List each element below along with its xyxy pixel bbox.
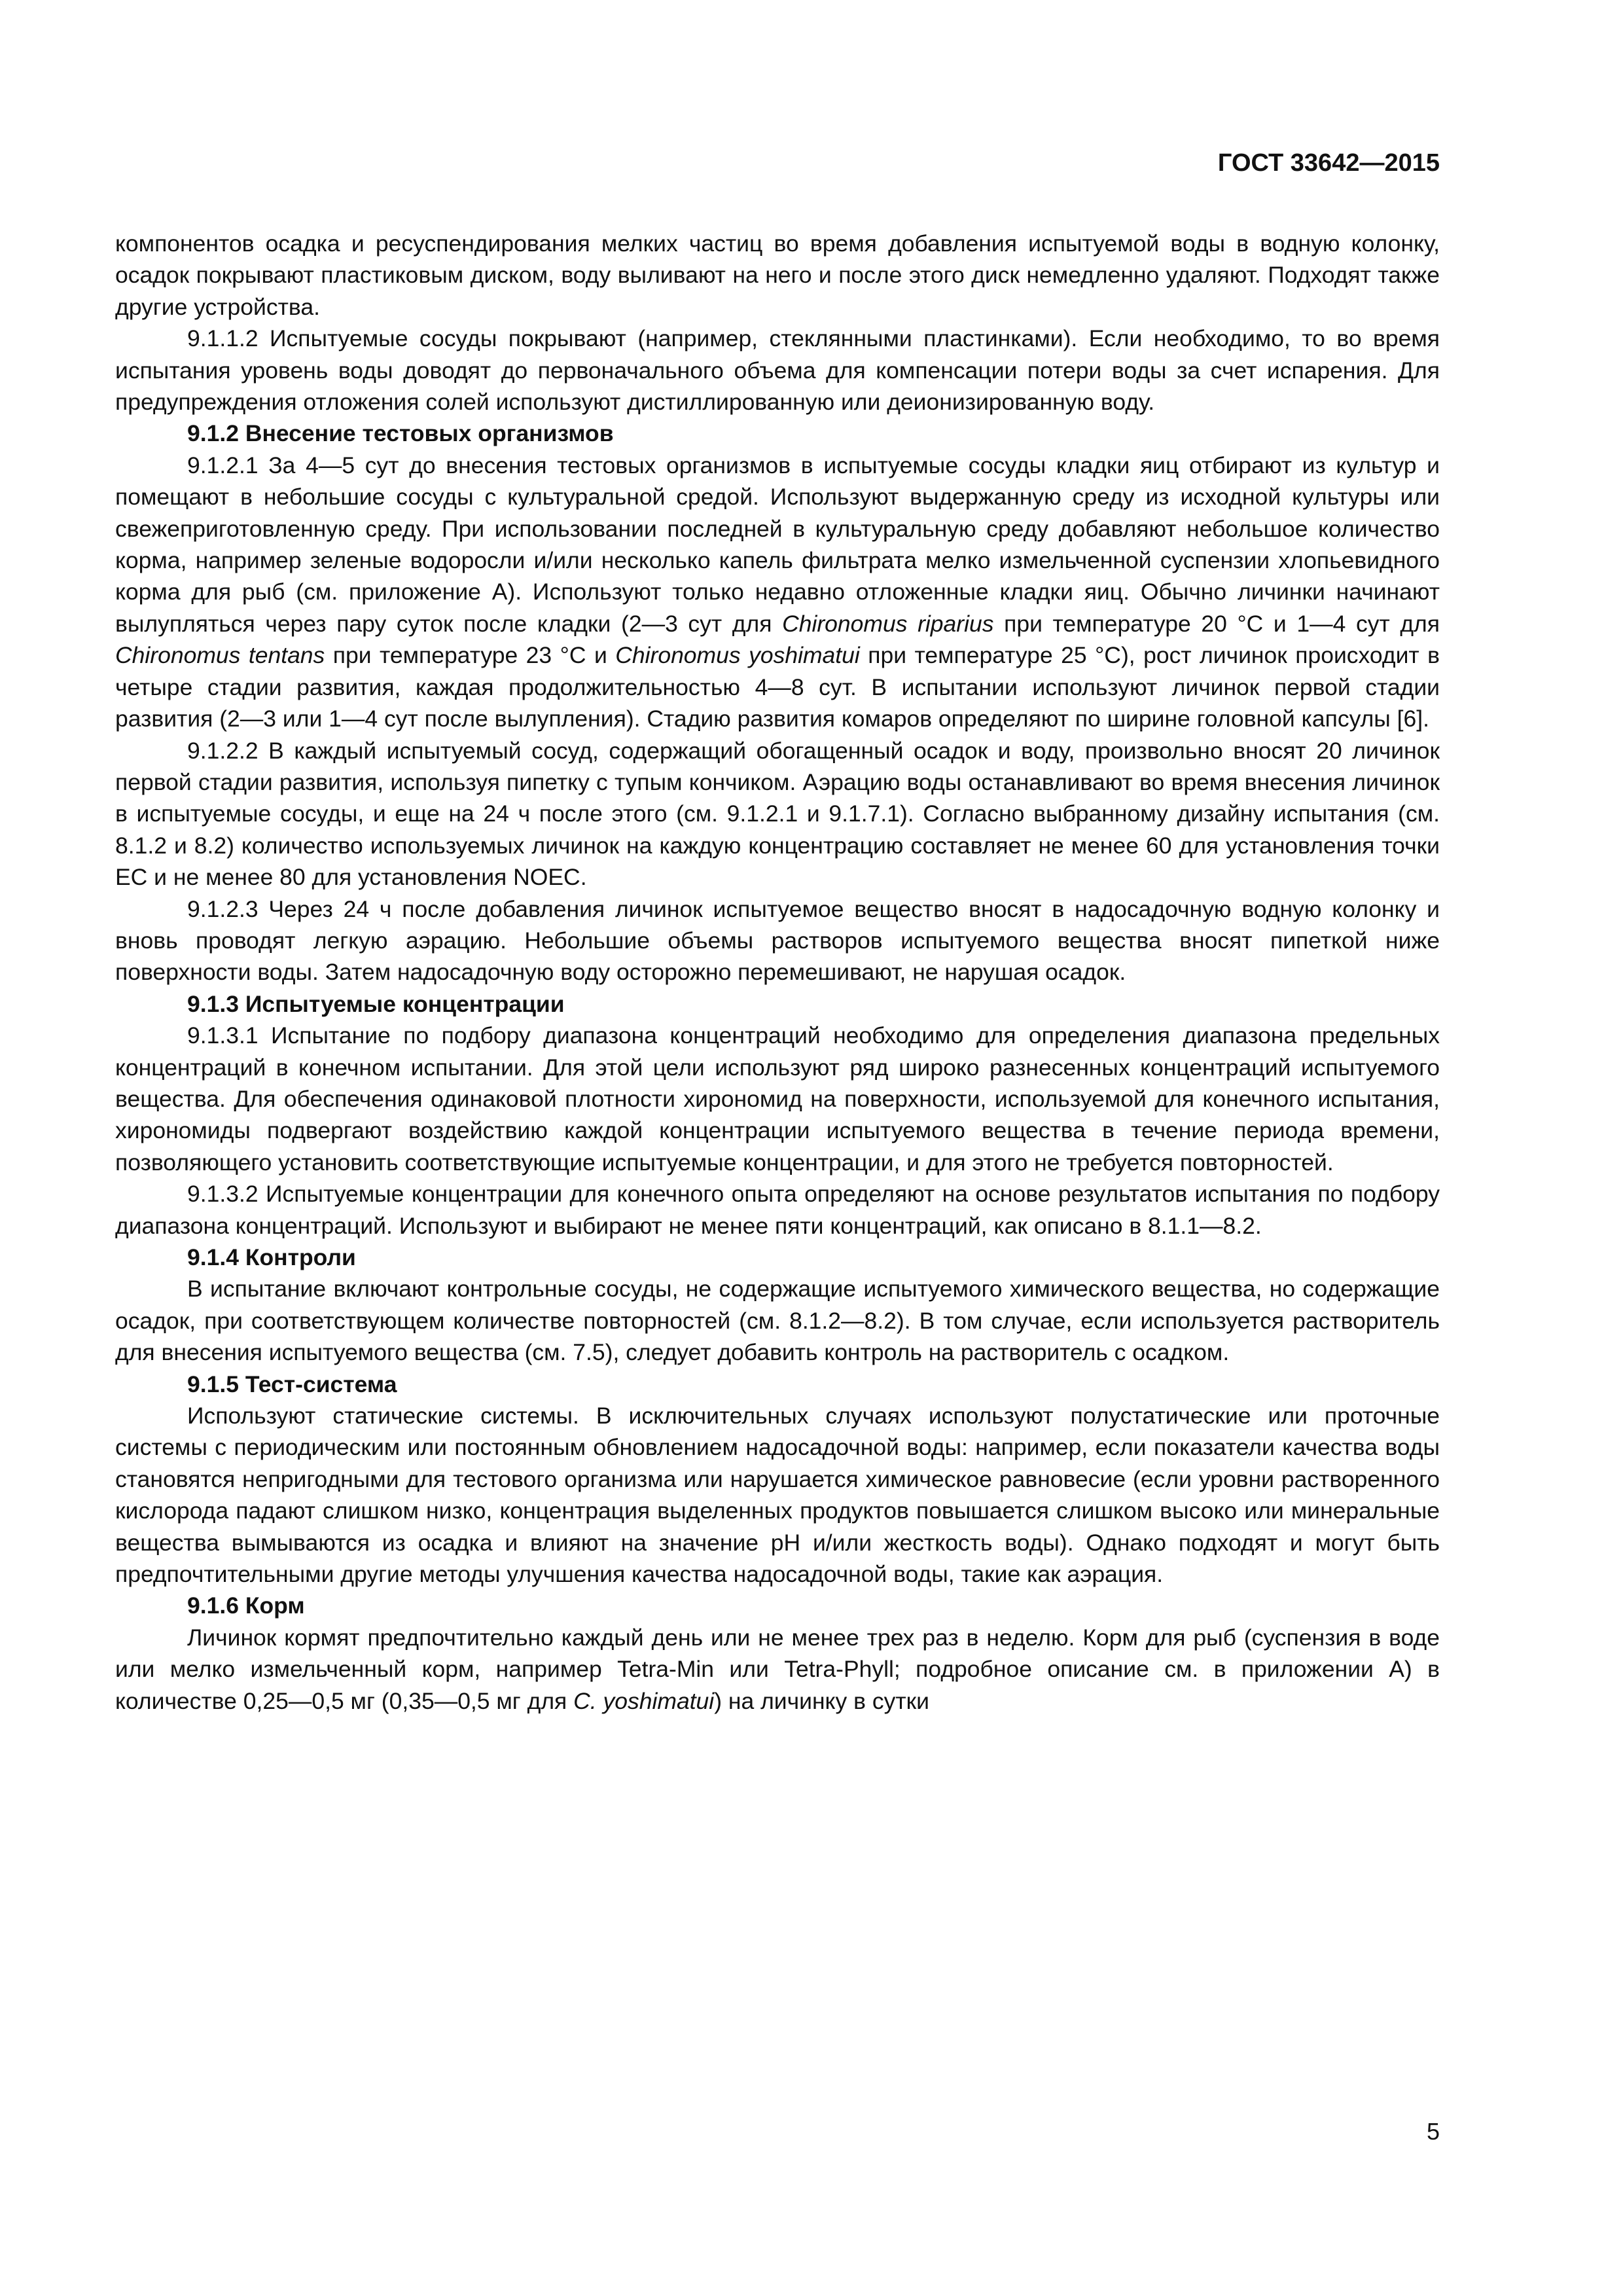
- section-heading-9-1-4: 9.1.4 Контроли: [187, 1244, 356, 1270]
- paragraph-controls: В испытание включают контрольные сосуды, не содержащие испытуемого химического вещества, но содержащие осадок, при соответствующем количестве повторностей (см. 8.1.2—8.2). В том случае, если используется растворитель для внесения испытуемого вещества (см. 7.5), следует добавить контроль на растворитель с осадком.: [115, 1276, 1440, 1366]
- text-run: при температуре 25 °С), рост личинок происходит в четыре стадии развития, каждая продолжительностью 4—8 сут. В испытании используют личинок первой стадии развития (2—3 или 1—4 сут после вылупления). Стадию развития комаров определяют по ширине головной капсулы [6].: [115, 642, 1440, 732]
- document-body: [115, 228, 1440, 1717]
- text-run: Личинок кормят предпочтительно каждый день или не менее трех раз в неделю. Корм для рыб (суспензия в воде или мелко измельченный корм, например Tetra-Min или Tetra-Phyll; подробное описание см. в приложении А) в количестве 0,25—0,5 мг (0,35—0,5 мг для: [115, 1624, 1440, 1714]
- paragraph-9-1-3-1: 9.1.3.1 Испытание по подбору диапазона концентраций необходимо для определения диапазона предельных концентраций в конечном испытании. Для этой цели используют ряд широко разнесенных концентраций испытуемого вещества. Для обеспечения одинаковой плотности хирономид на поверхности, используемой для конечного испытания, хирономиды подвергают воздействию каждой концентрации испытуемого вещества в течение периода времени, позволяющего установить соответствующие испытуемые концентрации, и для этого не требуется повторностей.: [115, 1022, 1440, 1175]
- paragraph-9-1-2-1: [115, 450, 1440, 735]
- section-heading-9-1-5: 9.1.5 Тест-система: [187, 1371, 397, 1397]
- text-run: при температуре 20 °С и 1—4 сут для: [993, 610, 1440, 637]
- page-number: 5: [1426, 2118, 1440, 2145]
- text-run: при температуре 23 °С и: [325, 642, 616, 669]
- paragraph-9-1-3-2: 9.1.3.2 Испытуемые концентрации для конечного опыта определяют на основе результатов испытания по подбору диапазона концентраций. Используют и выбирают не менее пяти концентраций, как описано в 8.1.1—8.2.: [115, 1181, 1440, 1239]
- section-heading-9-1-6: 9.1.6 Корм: [187, 1592, 305, 1619]
- species-name: Chironomus riparius: [782, 610, 994, 637]
- text-run: 9.1.2.1 За 4—5 сут до внесения тестовых организмов в испытуемые сосуды кладки яиц отбирают из культур и помещают в небольшие сосуды с культуральной средой. Используют выдержанную среду из исходной культуры или свежеприготовленную среду. При использовании последней в культуральную среду добавляют небольшое количество корма, например зеленые водоросли и/или несколько капель фильтрата мелко измельченной суспензии хлопьевидного корма для рыб (см. приложение А). Используют только недавно отложенные кладки яиц. Обычно личинки начинают вылупляться через пару суток после кладки (2—3 сут для: [115, 452, 1440, 637]
- species-name: Chironomus yoshimatui: [615, 642, 860, 669]
- species-name: Chironomus tentans: [115, 642, 325, 669]
- paragraph-test-system: Используют статические системы. В исключительных случаях используют полустатические или проточные системы с периодическим или постоянным обновлением надосадочной воды: например, если показатели качества воды становятся непригодными для тестового организма или нарушается химическое равновесие (если уровни растворенного кислорода падают слишком низко, концентрация выделенных продуктов повышается слишком высоко или минеральные вещества вымываются из осадка и влияют на значение pH и/или жесткость воды). Однако подходят и могут быть предпочтительными другие методы улучшения качества надосадочной воды, такие как аэрация.: [115, 1403, 1440, 1588]
- text-run: ) на личинку в сутки: [714, 1687, 929, 1714]
- paragraph-9-1-2-2: 9.1.2.2 В каждый испытуемый сосуд, содержащий обогащенный осадок и воду, произвольно вносят 20 личинок первой стадии развития, используя пипетку с тупым кончиком. Аэрацию воды останавливают во время внесения личинок в испытуемые сосуды, и еще на 24 ч после этого (см. 9.1.2.1 и 9.1.7.1). Согласно выбранному дизайну испытания (см. 8.1.2 и 8.2) количество используемых личинок на каждую концентрацию составляет не менее 60 для установления точки ЕС и не менее 80 для установления NOEC.: [115, 737, 1440, 891]
- document-id-header: ГОСТ 33642—2015: [1217, 149, 1440, 177]
- paragraph-9-1-2-3: 9.1.2.3 Через 24 ч после добавления личинок испытуемое вещество вносят в надосадочную водную колонку и вновь проводят легкую аэрацию. Небольшие объемы растворов испытуемого вещества вносят пипеткой ниже поверхности воды. Затем надосадочную воду осторожно перемешивают, не нарушая осадок.: [115, 895, 1440, 986]
- section-heading-9-1-3: 9.1.3 Испытуемые концентрации: [187, 990, 565, 1017]
- paragraph-9-1-1-2: 9.1.1.2 Испытуемые сосуды покрывают (например, стеклянными пластинками). Если необходимо, то во время испытания уровень воды доводят до первоначального объема для компенсации потери воды за счет испарения. Для предупреждения отложения солей используют дистиллированную или деионизированную воду.: [115, 325, 1440, 416]
- paragraph: компонентов осадка и ресуспендирования мелких частиц во время добавления испытуемой воды в водную колонку, осадок покрывают пластиковым диском, воду выливают на него и после этого диск немедленно удаляют. Подходят также другие устройства.: [115, 230, 1440, 320]
- species-name: C. yoshimatui: [573, 1687, 715, 1714]
- paragraph-feed: [115, 1622, 1440, 1717]
- section-heading-9-1-2: 9.1.2 Внесение тестовых организмов: [187, 420, 614, 447]
